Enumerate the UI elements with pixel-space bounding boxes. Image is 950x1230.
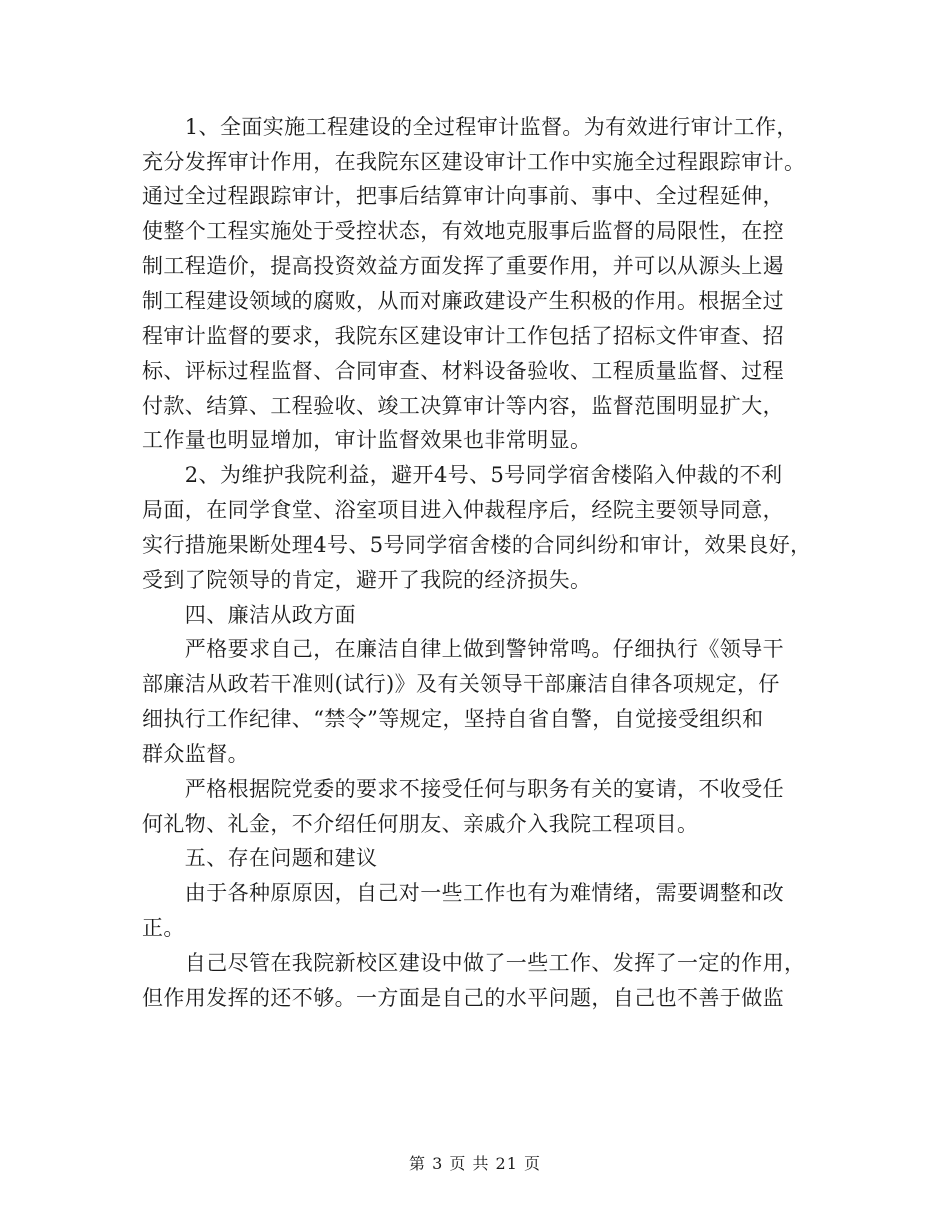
paragraph-line: 制工程建设领域的腐败，从而对廉政建设产生积极的作用。根据全过	[142, 289, 784, 313]
paragraph-line: 通过全过程跟踪审计，把事后结算审计向事前、事中、全过程延伸，	[142, 184, 784, 208]
paragraph-line: 何礼物、礼金，不介绍任何朋友、亲戚介入我院工程项目。	[142, 812, 699, 836]
paragraph-line: 正。	[142, 916, 185, 940]
paragraph-line: 付款、结算、工程验收、竣工决算审计等内容，监督范围明显扩大，	[142, 394, 784, 418]
paragraph-line: 充分发挥审计作用，在我院东区建设审计工作中实施全过程跟踪审计。	[142, 150, 806, 174]
paragraph-line: 程审计监督的要求，我院东区建设审计工作包括了招标文件审查、招	[142, 324, 784, 348]
paragraph-line: 自己尽管在我院新校区建设中做了一些工作、发挥了一定的作用，	[142, 951, 806, 975]
section-heading: 四、廉洁从政方面	[142, 603, 356, 627]
paragraph-line: 制工程造价，提高投资效益方面发挥了重要作用，并可以从源头上遏	[142, 254, 784, 278]
paragraph-line: 标、评标过程监督、合同审查、材料设备验收、工程质量监督、过程	[142, 359, 784, 383]
section-heading: 五、存在问题和建议	[142, 846, 378, 870]
paragraph-line: 但作用发挥的还不够。一方面是自己的水平问题，自己也不善于做监	[142, 986, 784, 1010]
paragraph-line: 1、全面实施工程建设的全过程审计监督。为有效进行审计工作，	[142, 115, 798, 139]
paragraph-line: 2、为维护我院利益，避开4号、5号同学宿舍楼陷入仲裁的不利	[142, 463, 783, 487]
paragraph-line: 工作量也明显增加，审计监督效果也非常明显。	[142, 428, 592, 452]
paragraph-line: 局面，在同学食堂、浴室项目进入仲裁程序后，经院主要领导同意，	[142, 498, 784, 522]
paragraph-line: 细执行工作纪律、“禁令”等规定，坚持自省自警，自觉接受组织和	[142, 707, 764, 731]
page-number-footer: 第 3 页 共 21 页	[409, 1154, 541, 1173]
paragraph-line: 群众监督。	[142, 742, 249, 766]
paragraph-line: 由于各种原原因，自己对一些工作也有为难情绪，需要调整和改	[142, 881, 784, 905]
paragraph-line: 严格要求自己，在廉洁自律上做到警钟常鸣。仔细执行《领导干	[142, 637, 784, 661]
paragraph-line: 部廉洁从政若干准则(试行)》及有关领导干部廉洁自律各项规定，仔	[142, 672, 780, 696]
paragraph-line: 受到了院领导的肯定，避开了我院的经济损失。	[142, 568, 592, 592]
paragraph-line: 使整个工程实施处于受控状态，有效地克服事后监督的局限性，在控	[142, 219, 784, 243]
paragraph-line: 实行措施果断处理4号、5号同学宿舍楼的合同纠纷和审计，效果良好，	[142, 533, 812, 557]
paragraph-line: 严格根据院党委的要求不接受任何与职务有关的宴请，不收受任	[142, 777, 784, 801]
